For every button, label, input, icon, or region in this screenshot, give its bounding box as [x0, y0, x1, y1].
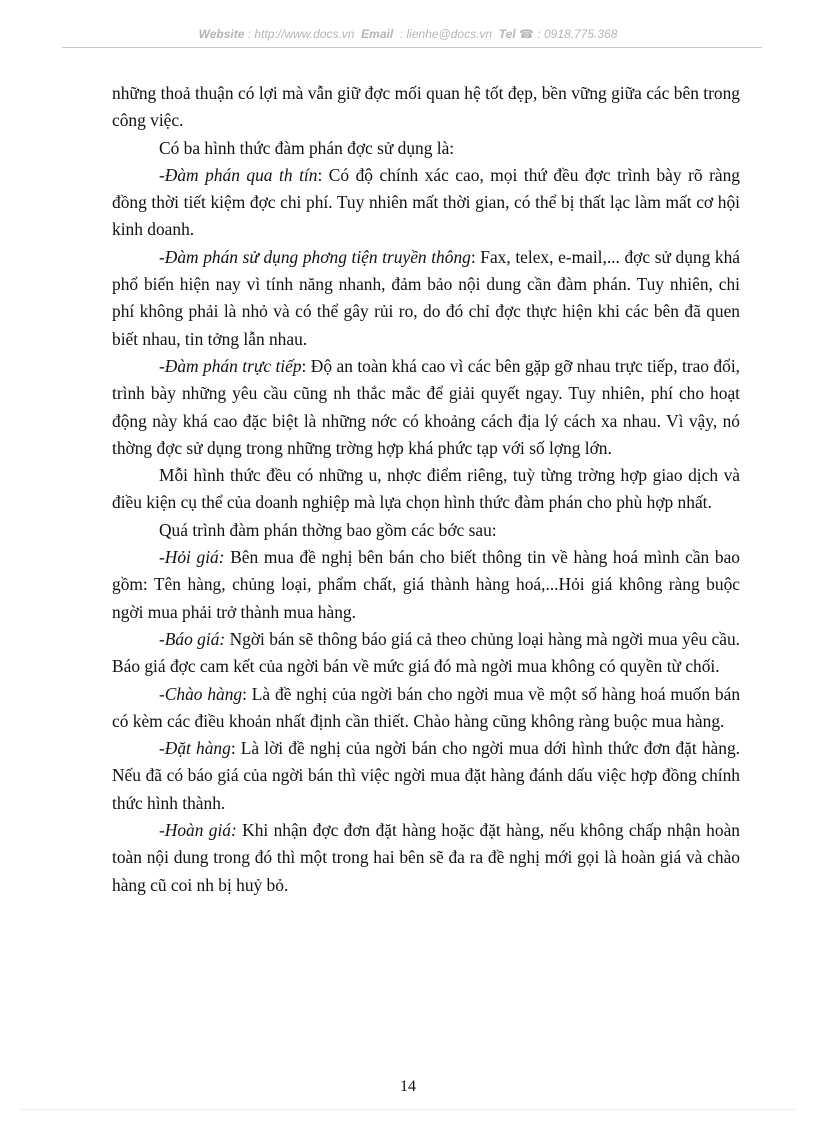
paragraph-pros-cons — [112, 462, 740, 517]
paragraph-process-intro — [112, 517, 740, 544]
paragraph-text: : Độ an toàn khá cao vì các bên gặp gỡ nhau trực tiếp, trao đổi, trình bày những yêu cầu cũng nh thắc mắc để giải quyết ngay. Tuy nhiên, phí cho hoạt động này khá cao đặc biệt là những nớc có khoảng cách địa lý cách xa nhau. Vì vậy, nó thờng đợc sử dụng trong những trờng hợp khá phức tạp với số lợng lớn. — [112, 355, 741, 458]
paragraph-quotation — [112, 626, 740, 681]
paragraph-text: : Là đề nghị của ngời bán cho ngời mua về một số hàng hoá muốn bán có kèm các điều khoản nhất định cần thiết. Chào hàng cũng không ràng buộc mua hàng. — [112, 683, 741, 731]
paragraph-inquiry — [112, 544, 740, 626]
website-label: Website — [198, 27, 245, 41]
paragraph-text: : Có độ chính xác cao, mọi thứ đều đợc trình bày rõ ràng đồng thời tiết kiệm đợc chi phí. Tuy nhiên mất thời gian, có thể bị thất lạc làm mất cơ hội kinh doanh. — [112, 164, 741, 240]
website-value: : http://www.docs.vn — [247, 27, 355, 41]
email-value: : lienhe@docs.vn — [399, 27, 493, 41]
paragraph-order — [112, 735, 740, 817]
document-body — [112, 80, 740, 899]
paragraph-text: Khi nhận đợc đơn đặt hàng hoặc đặt hàng, nếu không chấp nhận hoàn toàn nội dung trong đó thì một trong hai bên sẽ đa ra đề nghị mới gọi là hoàn giá và chào hàng cũ coi nh bị huỷ bỏ. — [112, 820, 740, 895]
paragraph-correspondence — [112, 162, 740, 244]
email-label: Email — [361, 27, 394, 41]
paragraph-text: Ngời bán sẽ thông báo giá cả theo chủng loại hàng mà ngời mua yêu cầu. Báo giá đợc cam kết của ngời bán về mức giá đó mà ngời mua không có quyền từ chối. — [112, 628, 740, 677]
paragraph-lead-term: -Đàm phán qua th tín — [159, 164, 318, 185]
paragraph-continuation — [112, 80, 740, 135]
paragraph-lead-term: -Hỏi giá: — [159, 547, 225, 568]
paragraph-lead-term: -Đàm phán sử dụng phơng tiện truyền thông — [159, 246, 471, 267]
paragraph-text: : Là lời đề nghị của ngời bán cho ngời mua dới hình thức đơn đặt hàng. Nếu đã có báo giá của ngời bán thì việc ngời mua đặt hàng đánh dấu việc hợp đồng chính thức hình thành. — [112, 738, 740, 813]
tel-value: : 0918.775.368 — [537, 27, 618, 41]
paragraph-intro-forms — [112, 135, 740, 162]
paragraph-counter-offer — [112, 817, 740, 899]
paragraph-text: những thoả thuận có lợi mà vẫn giữ đợc mối quan hệ tốt đẹp, bền vững giữa các bên trong công việc. — [112, 83, 740, 131]
paragraph-text: Bên mua đề nghị bên bán cho biết thông tin về hàng hoá mình cần bao gồm: Tên hàng, chủng loại, phẩm chất, giá thành hàng hoá,...Hỏi giá không ràng buộc ngời mua phải trở thành mua hàng. — [112, 547, 740, 622]
paragraph-text: Có ba hình thức đàm phán đợc sử dụng là: — [159, 137, 455, 158]
paragraph-lead-term: -Đặt hàng — [159, 738, 231, 759]
paragraph-lead-term: -Báo giá: — [159, 628, 226, 649]
paragraph-offer — [112, 681, 740, 736]
header-divider — [62, 47, 762, 48]
paragraph-media — [112, 244, 740, 353]
phone-icon: ☎ — [519, 27, 534, 41]
paragraph-text: : Fax, telex, e-mail,... đợc sử dụng khá phổ biến hiện nay vì tính năng nhanh, đảm bảo nội dung cần đàm phán. Tuy nhiên, chi phí không phải là nhỏ và có thể gây rủi ro, do đó chỉ đợc thực hiện khi các bên đã quen biết nhau, tin tởng lẫn nhau. — [112, 246, 740, 349]
paragraph-text: Quá trình đàm phán thờng bao gồm các bớc sau: — [159, 519, 497, 540]
tel-label: Tel — [498, 27, 516, 41]
paragraph-lead-term: -Hoàn giá: — [159, 820, 237, 841]
paragraph-lead-term: -Đàm phán trực tiếp — [159, 355, 302, 376]
paragraph-direct — [112, 353, 740, 462]
page-number: 14 — [400, 1078, 416, 1095]
paragraph-lead-term: -Chào hàng — [159, 683, 243, 704]
page-header — [0, 27, 816, 41]
paragraph-text: Mỗi hình thức đều có những u, nhợc điểm riêng, tuỳ từng trờng hợp giao dịch và điều kiện cụ thể của doanh nghiệp mà lựa chọn hình thức đàm phán cho phù hợp nhất. — [112, 465, 740, 513]
page-bottom-edge — [20, 1109, 796, 1110]
